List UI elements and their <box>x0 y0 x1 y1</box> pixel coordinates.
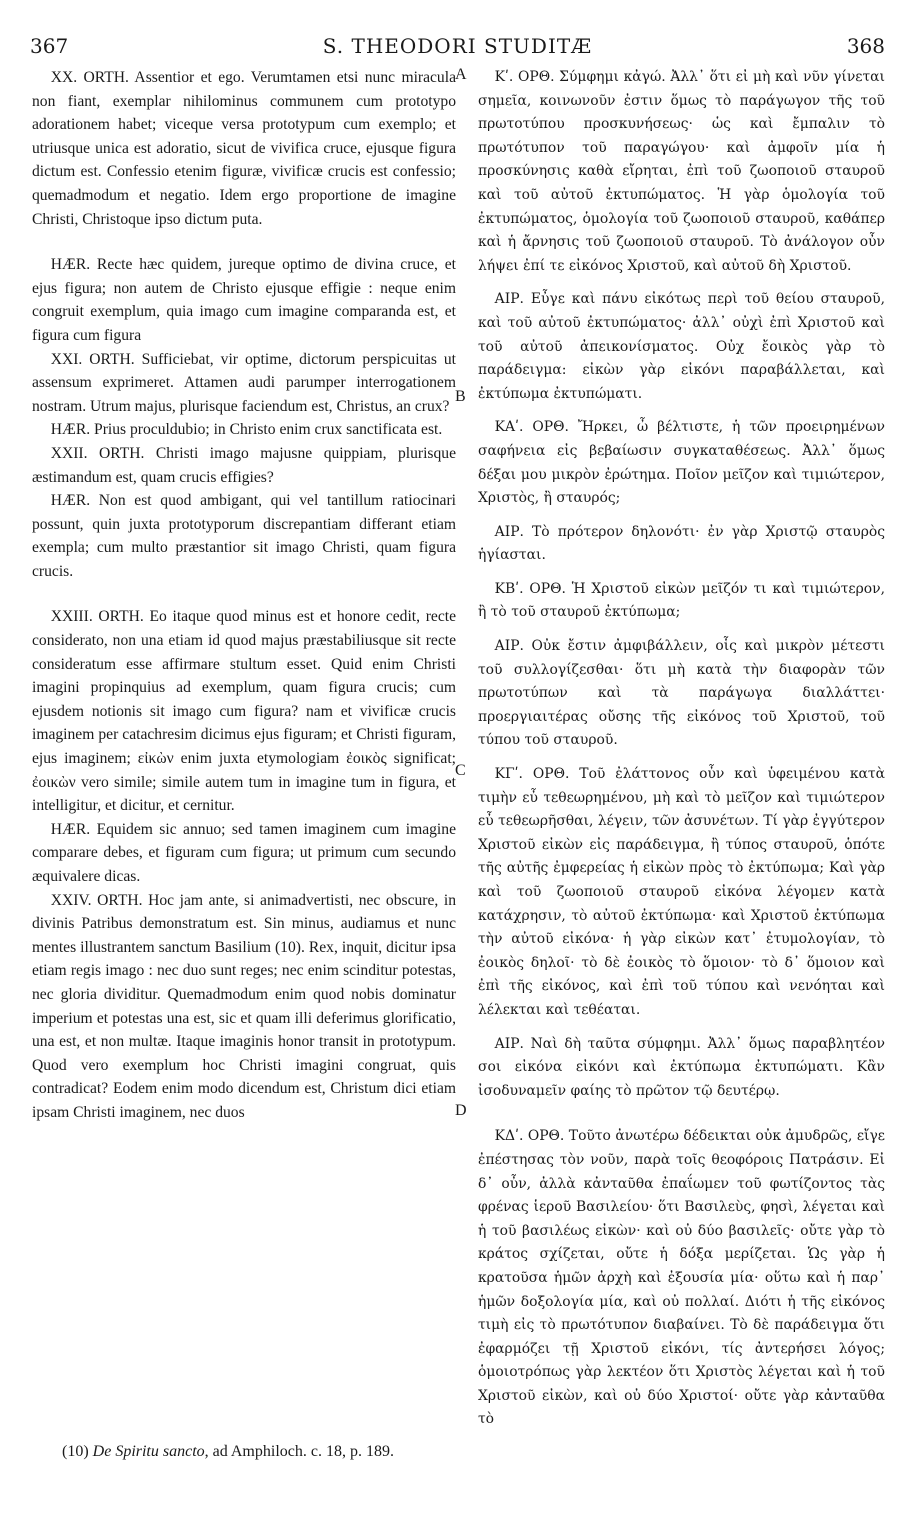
latin-paragraph-haer-3: HÆR. Non est quod ambigant, qui vel tantillum ratiocinari possunt, quin juxta prototyporum discrepantiam differant etiam exempla; cum multo præstantior sit imago Christi, quam figura crucis. <box>32 492 456 580</box>
section-marker-d: D <box>455 1102 467 1119</box>
footnote-number: (10) <box>62 1443 89 1460</box>
latin-paragraph-xxi: XXI. ORTH. Sufficiebat, vir optime, dictorum perspicuitas ut assensum exprimeret. Attamen audi parumper interrogationem nostram. Utrum majus, plurisque faciendum est, Christus, an crux? <box>32 350 456 415</box>
latin-column <box>32 66 456 1125</box>
latin-paragraph-haer-1: HÆR. Recte hæc quidem, jureque optimo de divina cruce, et ejus figura; non autem de Christo ejusque effigie : neque enim congruit exemplum, quia imago cum imagine comparanda est, et figura cum figura <box>32 256 456 344</box>
greek-paragraph-ka: ΚΑʹ. ΟΡΘ. Ἤρκει, ὦ βέλτιστε, ἡ τῶν προειρημένων σαφήνεια εἰς βεβαίωσιν συγκαταθέσεως. Ἀλλ᾽ ὅμως δέξαι μου μικρὸν ἐρώτημα. Ποῖον μεῖζον καὶ τιμιώτερον, Χριστὸς, ἢ σταυρός; <box>478 419 885 507</box>
greek-paragraph-kd: ΚΔʹ. ΟΡΘ. Τοῦτο ἀνωτέρω δέδεικται οὐκ ἀμυδρῶς, εἴγε ἐπέστησας τὸν νοῦν, παρὰ τοῖς θεοφόροις Πατράσιν. Εἰ δ᾽ οὖν, ἀλλὰ κἀνταῦθα ἐπαΐωμεν τοῦ φωτίζοντος τὰς φρένας ἱεροῦ Βασιλείου· ὅτι Βασιλεὺς, φησὶ, λέγεται καὶ ἡ τοῦ βασιλέως εἰκὼν· καὶ οὐ δύο βασιλεῖς· οὔτε γὰρ τὸ κράτος σχίζεται, οὔτε ἡ δόξα μερίζεται. Ὡς γὰρ ἡ κρατοῦσα ἡμῶν ἀρχὴ καὶ ἐξουσία μία· οὕτω καὶ ἡ παρ᾽ ἡμῶν δοξολογία μία, καὶ οὐ πολλαί. Διότι ἡ τῆς εἰκόνος τιμὴ εἰς τὸ πρωτότυπον διαβαίνει. Τὸ δὲ παράδειγμα ὅτι ἐφαρμόζει τῇ Χριστοῦ εἰκόνι, τίς ἀντερήσει λόγος; ὁμοιοτρόπως γὰρ λεκτέον ὅτι Χριστὸς λέγεται καὶ ἡ τοῦ Χριστοῦ εἰκὼν, καὶ οὐ δύο Χριστοί· οὔτε γὰρ κἀνταῦθα τὸ <box>478 1128 885 1428</box>
page-number-right: 368 <box>846 34 885 58</box>
latin-paragraph-xxiii: XXIII. ORTH. Eo itaque quod minus est et honore cedit, recte considerato, non una etiam id quod majus præstabiliusque sit recte consideratum esse affirmare stultum esset. Quid enim Christi imagini propinquius ad exemplum, quam figura crucis; cum ejusdem notionis sit imago cum figura? nam et vivificæ crucis imaginem per catachresim dicimus ejus figuram; et Christi figuram, ejus imaginem; εἰκὼν enim juxta etymologiam ἐοικὸς significat; ἐοικὼν vero simile; simile autem tum in imagine tum in figura, et intelligitur, et dicitur, et cernitur. <box>32 608 456 815</box>
footnote <box>62 1443 394 1461</box>
greek-paragraph-air-1: ΑΙΡ. Εὖγε καὶ πάνυ εἰκότως περὶ τοῦ θείου σταυροῦ, καὶ τοῦ αὐτοῦ ἐκτυπώματος· ἀλλ᾽ οὐχὶ ἐπὶ Χριστοῦ καὶ τοῦ αὐτοῦ ἀπεικονίσματος. Οὐχ ἔοικὸς γὰρ τὸ παράδειγμα: εἰκὼν γὰρ εἰκόνι παραβάλλεται, καὶ ἐκτύπωμα ἐκτυπώματι. <box>478 291 885 402</box>
latin-paragraph-haer-4: HÆR. Equidem sic annuo; sed tamen imaginem cum imagine comparare debes, et figuram cum figura; ut primum cum secundo æquivalere dicas. <box>32 820 456 885</box>
greek-paragraph-kg: ΚΓʹ. ΟΡΘ. Τοῦ ἐλάττονος οὖν καὶ ὑφειμένου κατὰ τιμὴν εὖ τεθεωρημένου, μὴ καὶ τὸ μεῖζον καὶ τιμιώτερον εὖ τεθεωρῆσθαι, λέγειν, τῶν ἀσυνέτων. Τί γὰρ ἐγγύτερον Χριστοῦ εἰκὼν εἰς παράδειγμα, ἢ τύπος σταυροῦ, ὁπότε τῆς αὐτῆς ἐμφερείας ἡ εἰκὼν πρὸς τὸ ἐκτύπωμα; Καὶ γὰρ καὶ τοῦ ζωοποιοῦ σταυροῦ εἰκόνα λέγομεν κατὰ κατάχρησιν, τὸ αὐτοῦ ἐκτύπωμα· καὶ Χριστοῦ ἐκτύπωμα τὴν αὐτοῦ εἰκόνα· ἡ γὰρ εἰκὼν κατ᾽ ἐτυμολογίαν, τὸ ἐοικὸς δηλοῖ· τὸ δὲ ἐοικὸς τὸ ὅμοιον· τὸ δ᾽ ὅμοιον καὶ ἐπὶ τῆς εἰκόνος, καὶ ἐπὶ τοῦ τύπου καὶ νενόηται καὶ λέλεκται καὶ τεθέαται. <box>478 766 885 1018</box>
footnote-title: De Spiritu sancto <box>92 1443 205 1460</box>
section-marker-b: B <box>455 388 466 405</box>
greek-paragraph-air-2: ΑΙΡ. Τὸ πρότερον δηλονότι· ἐν γὰρ Χριστῷ σταυρὸς ἡγίασται. <box>478 523 885 564</box>
greek-paragraph-air-4: ΑΙΡ. Ναὶ δὴ ταῦτα σύμφημι. Ἀλλ᾽ ὅμως παραβλητέον σοι εἰκόνα εἰκόνι καὶ ἐκτύπωμα ἐκτυπώματι. Κἂν ἰσοδυναμεῖν φαίης τὸ πρῶτον τῷ δευτέρῳ. <box>478 1035 885 1099</box>
greek-paragraph-air-3: ΑΙΡ. Οὐκ ἔστιν ἀμφιβάλλειν, οἷς καὶ μικρὸν μέτεστι τοῦ συλλογίζεσθαι· ὅτι μὴ κατὰ τὴν διαφορὰν τῶν πρωτοτύπων καὶ τὰ παράγωγα διαλλάττει· προεργιαιτέρας οὔσης τῆς εἰκόνος τοῦ Χριστοῦ, τοῦ τύπου τοῦ σταυροῦ. <box>478 638 885 749</box>
latin-paragraph-haer-2: HÆR. Prius proculdubio; in Christo enim crux sanctificata est. <box>50 421 443 439</box>
page-number-left: 367 <box>30 34 69 58</box>
greek-paragraph-kb: ΚΒʹ. ΟΡΘ. Ἡ Χριστοῦ εἰκὼν μεῖζόν τι καὶ τιμιώτερον, ἢ τὸ τοῦ σταυροῦ ἐκτύπωμα; <box>478 580 885 621</box>
greek-column <box>478 66 885 1432</box>
greek-paragraph-k: Κʹ. ΟΡΘ. Σύμφημι κἀγώ. Ἀλλ᾽ ὅτι εἰ μὴ καὶ νῦν γίνεται σημεῖα, κοινωνοῦν ἐστιν ὅμως τὸ παράγωγον τῆς τοῦ πρωτοτύπου προσκυνήσεως· ὡς καὶ ἔμπαλιν τὸ πρωτότυπον τοῦ παραγώγου· καὶ ἀμφοῖν μία ἡ προσκύνησις καθὰ εἴρηται, ἐπὶ τοῦ ζωοποιοῦ σταυροῦ καὶ τοῦ αὐτοῦ ἐκτυπώματος. Ἡ γὰρ ὁμολογία τοῦ ἐκτυπώματος, ὁμολογία τοῦ ζωοποιοῦ σταυροῦ, καθάπερ καὶ ἡ ἄρνησις τοῦ ζωοποιοῦ σταυροῦ. Τὸ ἀνάλογον οὖν λήψει ἐπί τε εἰκόνος Χριστοῦ, καὶ αὐτοῦ δὴ Χριστοῦ. <box>478 69 885 274</box>
latin-paragraph-xx: XX. ORTH. Assentior et ego. Verumtamen etsi nunc miracula non fiant, exemplar nihilominus communem cum prototypo adorationem habet; viceque versa prototypum cum exemplo; et utriusque unica est adoratio, sicut de vivifica cruce, ejusque figura dictum est. Confessio etenim figuræ, vivificæ crucis est confessio; quemadmodum et negatio. Idem ergo proportione de imagine Christi, Christoque ipso dictum puta. <box>32 69 456 228</box>
footnote-reference: , ad Amphiloch. c. 18, p. 189. <box>204 1443 394 1460</box>
page-header <box>30 34 885 60</box>
latin-paragraph-xxii: XXII. ORTH. Christi imago majusne quippiam, plurisque æstimandum est, quam crucis effigies? <box>32 444 456 486</box>
section-marker-a: A <box>455 66 467 83</box>
latin-paragraph-xxiv: XXIV. ORTH. Hoc jam ante, si animadvertisti, nec obscure, in divinis Patribus demonstratum est. Sin minus, audiamus et nunc mentes illustrantem sanctum Basilium (10). Rex, inquit, dicitur ipsa etiam regis imago : nec duo sunt reges; nec enim scinditur potestas, nec gloria dividitur. Quemadmodum enim quod nobis dominatur imperium et potestas una est, sic et quam illi deferimus glorificatio, una est, et non multæ. Itaque imaginis honor transit in prototypum. Quod vero exemplum hoc Christi imagini congruat, quis contradicat? Eodem enim modo dicendum est, Christum dici etiam ipsam Christi imaginem, nec duos <box>32 891 456 1121</box>
section-marker-c: C <box>455 762 466 779</box>
running-title: S. THEODORI STUDITÆ <box>322 34 593 58</box>
